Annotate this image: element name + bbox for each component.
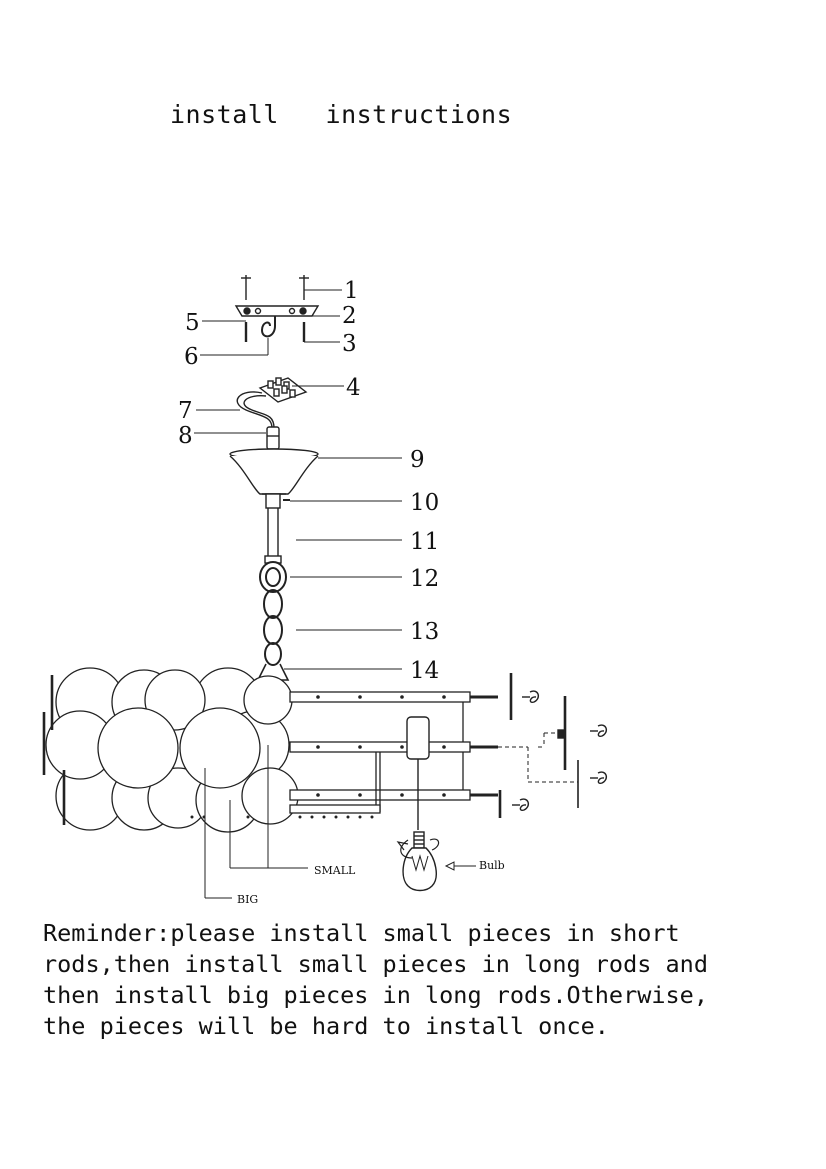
bulb-label: Bulb [479,859,505,872]
stem-rod [265,494,281,563]
ceiling-canopy [230,449,318,494]
bulb-socket [407,717,429,830]
screw-top-left [241,275,251,300]
callout-4: 4 [346,375,361,401]
bulb-icon [398,832,439,891]
callout-14: 14 [410,658,440,684]
ceiling-hook [262,316,275,336]
terminal-block [260,378,306,402]
callout-8: 8 [178,423,193,449]
callout-7: 7 [178,398,193,424]
callout-11: 11 [410,529,440,555]
page-title: install instructions [170,100,513,129]
glass-globe-cluster [46,668,298,832]
callout-13: 13 [410,619,440,645]
callout-2: 2 [342,303,357,329]
callout-6: 6 [184,344,199,370]
callout-5: 5 [185,310,200,336]
reminder-note: Reminder:please install small pieces in short rods,then install small pieces in long rods and then install big pieces in long rods.Otherwise, the pieces will be hard to install once. [43,919,708,1040]
finial-knobs [512,691,606,810]
wire-connector [267,427,279,449]
callout-9: 9 [410,447,425,473]
supply-wires [237,392,274,428]
callout-12: 12 [410,566,440,592]
big-pieces-label: BIG [237,893,259,906]
mounting-bracket [236,306,318,316]
callout-3: 3 [342,331,357,357]
small-pieces-label: SMALL [314,864,356,877]
callout-10: 10 [410,490,440,516]
chain [260,562,286,665]
screw-top-right [299,275,309,300]
callout-1: 1 [344,278,359,304]
